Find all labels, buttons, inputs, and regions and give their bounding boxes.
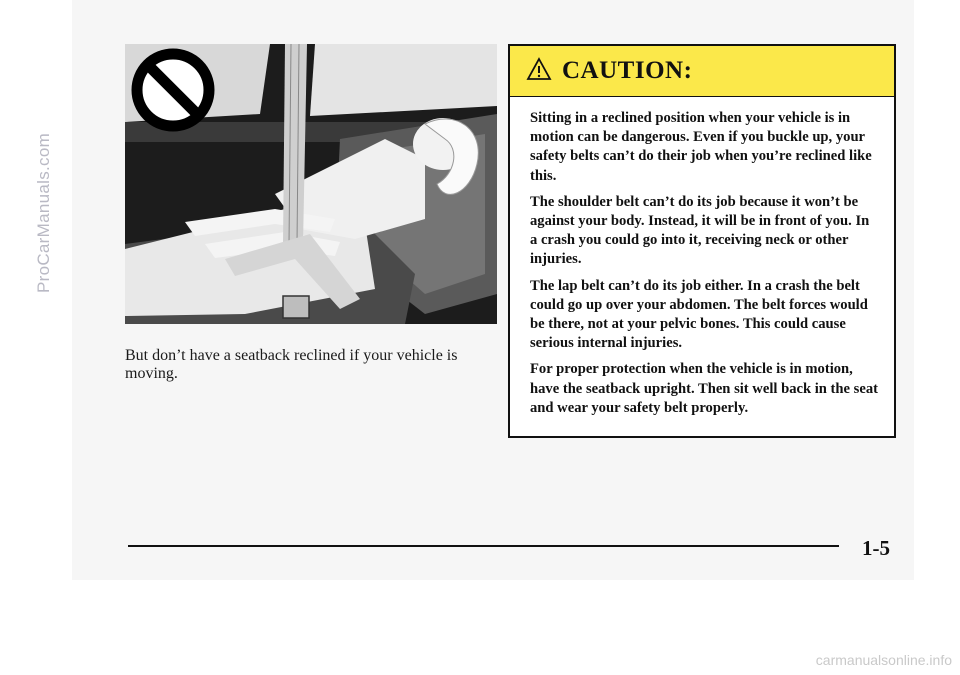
warning-triangle-icon (526, 57, 552, 86)
caution-paragraph: Sitting in a reclined position when your vehicle is in motion can be dangerous. Even if you buckle up, your safety belts can’t do their job when you’re reclined like this. (530, 110, 872, 184)
caption-text: But don’t have a seatback reclined if your vehicle is moving. (125, 347, 458, 382)
page-number: 1-5 (862, 536, 890, 560)
caution-body (510, 97, 894, 418)
caution-paragraph: For proper protection when the vehicle is in motion, have the seatback upright. Then sit well back in the seat and wear your safety belt properly. (530, 361, 878, 416)
bottom-watermark: carmanualsonline.info (815, 652, 952, 668)
shoulder-belt (283, 44, 307, 244)
caution-header (510, 46, 894, 97)
reclined-passenger-illustration (125, 44, 497, 324)
footer-rule (128, 545, 839, 547)
caution-paragraph: The lap belt can’t do its job either. In a crash the belt could go up over your abdomen. The belt forces would be there, not at your pelvic bones. This could cause serious internal injuries. (530, 277, 868, 352)
caution-paragraph: The shoulder belt can’t do its job because it won’t be against your body. Instead, it will be in front of you. In a crash you could go into it, receiving neck or other injuries. (530, 193, 870, 268)
prohibition-icon (137, 54, 209, 126)
side-watermark: ProCarManuals.com (34, 132, 53, 294)
belt-buckle (283, 296, 309, 318)
caution-box (508, 44, 896, 438)
caution-title: CAUTION: (562, 57, 693, 84)
side-window (310, 44, 497, 116)
